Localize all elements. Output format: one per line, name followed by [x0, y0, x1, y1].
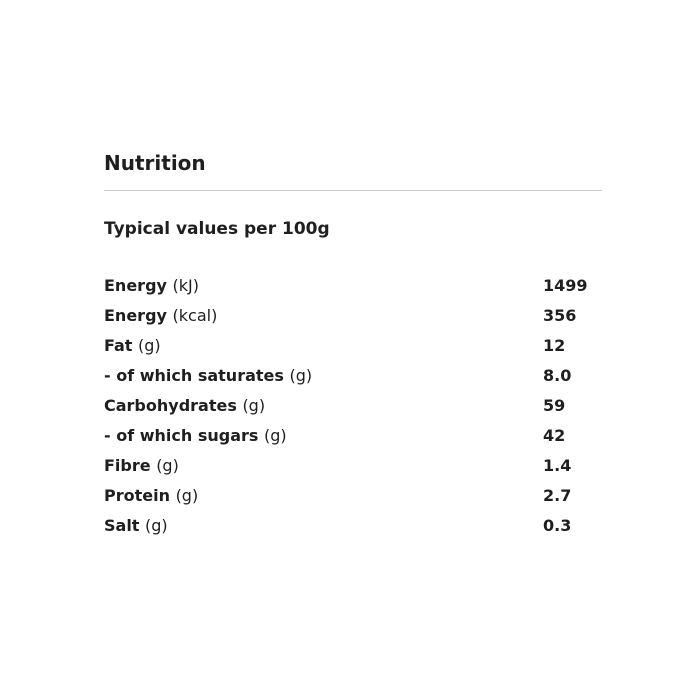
nutrition-row-fibre — [104, 451, 602, 481]
nutrient-value: 12 — [543, 336, 566, 355]
nutrient-name: - of which saturates — [104, 366, 284, 385]
nutrient-value: 1.4 — [543, 456, 572, 475]
nutrient-label — [104, 511, 168, 541]
nutrient-value: 1499 — [543, 276, 588, 295]
nutrition-row-sugars — [104, 421, 602, 451]
nutrient-unit: (g) — [156, 456, 179, 475]
nutrition-row-energy-kcal — [104, 301, 602, 331]
nutrient-value: 42 — [543, 426, 566, 445]
nutrient-label — [104, 301, 217, 331]
nutrition-title: Nutrition — [104, 151, 206, 175]
nutrient-label — [104, 451, 179, 481]
nutrient-unit: (g) — [175, 486, 199, 505]
nutrient-name: Salt — [104, 516, 140, 535]
nutrient-name: - of which sugars — [104, 426, 259, 445]
nutrition-table — [104, 271, 602, 541]
nutrient-label — [104, 481, 198, 511]
nutrition-panel — [104, 150, 602, 541]
nutrition-row-carbohydrates — [104, 391, 602, 421]
nutrient-unit: (g) — [264, 426, 287, 445]
nutrient-unit: (kJ) — [172, 276, 199, 295]
nutrition-row-salt — [104, 511, 602, 541]
nutrition-row-protein — [104, 481, 602, 511]
nutrient-label — [104, 331, 161, 361]
nutrient-name: Energy — [104, 276, 167, 295]
nutrient-unit: (g) — [242, 396, 266, 415]
nutrition-row-energy-kj — [104, 271, 602, 301]
nutrient-unit: (g) — [145, 516, 168, 535]
nutrient-value: 59 — [543, 396, 566, 415]
nutrient-unit: (g) — [138, 336, 161, 355]
nutrient-value: 2.7 — [543, 486, 572, 505]
nutrient-name: Energy — [104, 306, 167, 325]
nutrient-value: 356 — [543, 306, 577, 325]
typical-values-subtitle: Typical values per 100g — [104, 219, 330, 239]
nutrient-value: 0.3 — [543, 516, 572, 535]
nutrient-name: Carbohydrates — [104, 396, 237, 415]
nutrition-row-saturates — [104, 361, 602, 391]
nutrient-name: Fat — [104, 336, 133, 355]
nutrient-value: 8.0 — [543, 366, 572, 385]
title-divider — [104, 190, 602, 191]
nutrient-name: Fibre — [104, 456, 151, 475]
nutrition-row-fat — [104, 331, 602, 361]
nutrient-label — [104, 361, 312, 391]
nutrient-label — [104, 421, 287, 451]
nutrient-unit: (kcal) — [172, 306, 218, 325]
nutrient-unit: (g) — [289, 366, 313, 385]
nutrient-label — [104, 271, 199, 301]
nutrient-label — [104, 391, 265, 421]
nutrient-name: Protein — [104, 486, 170, 505]
